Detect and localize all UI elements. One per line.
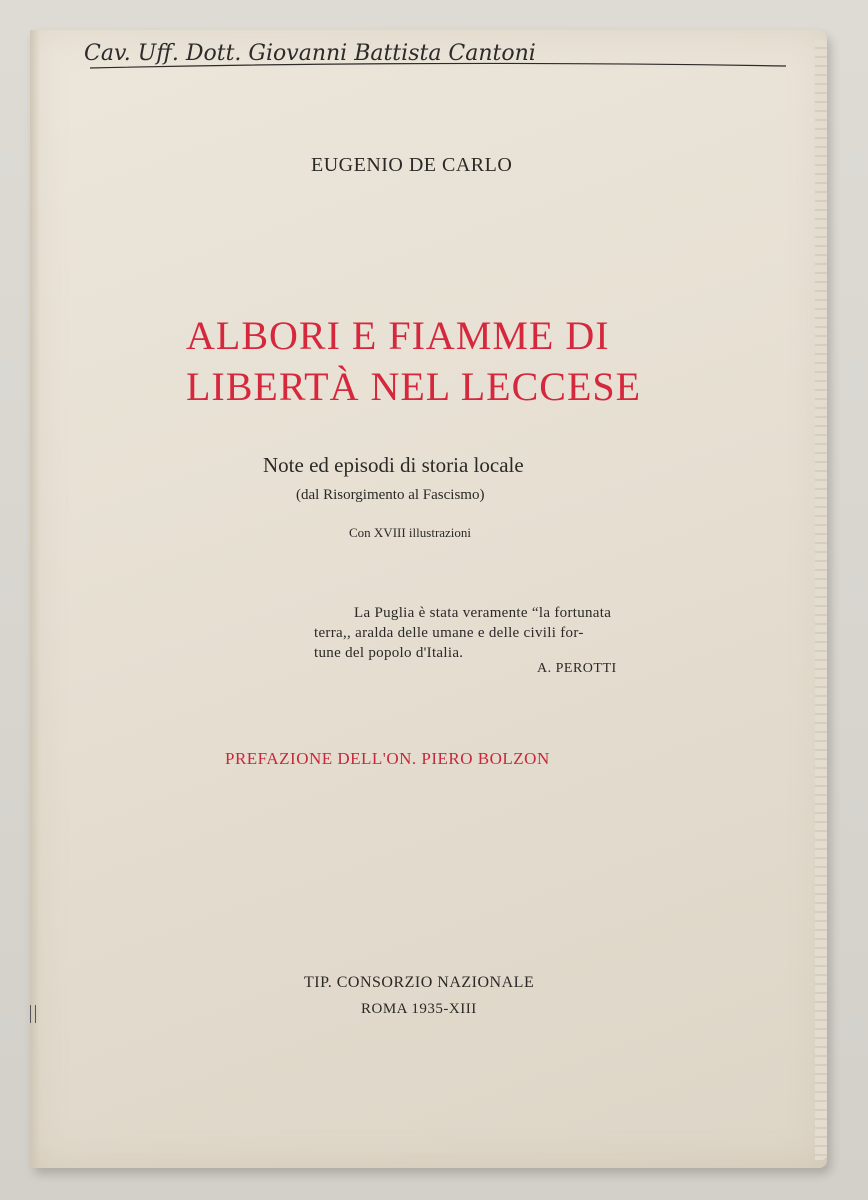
book-cover — [30, 30, 827, 1168]
epigraph-author: A. PEROTTI — [537, 661, 617, 676]
handwritten-inscription — [80, 30, 800, 76]
printer-name: TIP. CONSORZIO NAZIONALE — [304, 974, 535, 991]
epigraph-line-3: tune del popolo d'Italia. — [314, 645, 464, 661]
page-edges — [815, 40, 827, 1160]
epigraph-line-1: La Puglia è stata veramente “la fortunata — [354, 605, 612, 621]
preface-credit: PREFAZIONE DELL'ON. PIERO BOLZON — [225, 749, 550, 768]
epigraph-line-2: terra,, aralda delle umane e delle civili for- — [314, 625, 584, 641]
epigraph — [314, 603, 612, 663]
edge-mark — [30, 1005, 36, 1023]
author-name: EUGENIO DE CARLO — [311, 154, 513, 176]
subtitle: Note ed episodi di storia locale — [263, 453, 524, 477]
title-line-2: LIBERTÀ NEL LECCESE — [186, 364, 642, 409]
book-title — [186, 310, 641, 412]
illustrations-note: Con XVIII illustrazioni — [349, 525, 472, 540]
title-line-1: ALBORI E FIAMME DI — [186, 313, 610, 358]
inscription-text: Cav. Uff. Dott. Giovanni Battista Cantoni — [84, 41, 536, 66]
place-date: ROMA 1935-XIII — [361, 1001, 477, 1017]
subtitle-period: (dal Risorgimento al Fascismo) — [296, 487, 485, 503]
cover-spine-edge — [30, 30, 40, 1168]
